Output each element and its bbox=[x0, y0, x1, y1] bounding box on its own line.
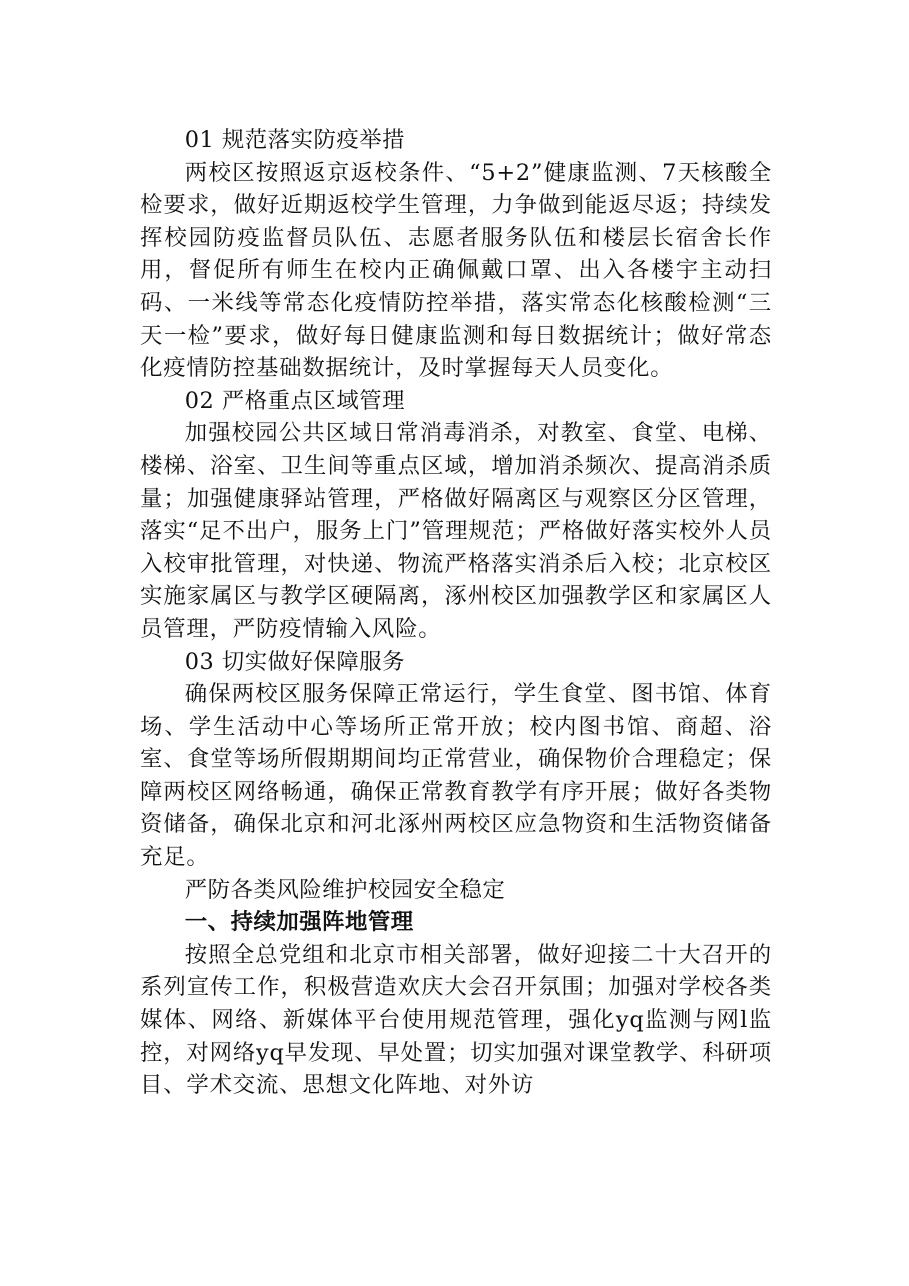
section-heading-1: 01 规范落实防疫举措 bbox=[184, 127, 406, 153]
bold-section-heading: 一、持续加强阵地管理 bbox=[184, 909, 414, 936]
paragraph-3: 确保两校区服务保障正常运行，学生食堂、图书馆、体育场、学生活动中心等场所正常开放；校内图书馆、商超、浴室、食堂等场所假期期间均正常营业，确保物价合理稳定；保障两校区网络畅通，确保正常教育教学有序开展；做好各类物资储备，确保北京和河北涿州两校区应急物资和生活物资储备充足。 bbox=[140, 681, 772, 871]
paragraph-4: 按照全总党组和北京市相关部署，做好迎接二十大召开的系列宣传工作，积极营造欢庆大会召开氛围；加强对学校各类媒体、网络、新媒体平台使用规范管理，强化yq监测与网l监控，对网络yq早发现、早处置；切实加强对课堂教学、科研项目、学术交流、思想文化阵地、对外访 bbox=[140, 941, 772, 1099]
document-page bbox=[140, 124, 772, 1102]
section-heading-4: 严防各类风险维护校园安全稳定 bbox=[184, 876, 506, 903]
paragraph-2: 加强校园公共区域日常消毒消杀，对教室、食堂、电梯、楼梯、浴室、卫生间等重点区域，增加消杀频次、提高消杀质量；加强健康驿站管理，严格做好隔离区与观察区分区管理，落实“足不出户，服务上门”管理规范；严格做好落实校外人员入校审批管理，对快递、物流严格落实消杀后入校；北京校区实施家属区与教学区硬隔离，涿州校区加强教学区和家属区人员管理，严防疫情输入风险。 bbox=[140, 420, 772, 642]
section-heading-2: 02 严格重点区域管理 bbox=[184, 387, 406, 414]
paragraph-1: 两校区按照返京返校条件、“5+2”健康监测、7天核酸全检要求，做好近期返校学生管理，力争做到能返尽返；持续发挥校园防疫监督员队伍、志愿者服务队伍和楼层长宿舍长作用，督促所有师生在校内正确佩戴口罩、出入各楼宇主动扫码、一米线等常态化疫情防控举措，落实常态化核酸检测“三天一检”要求，做好每日健康监测和每日数据统计；做好常态化疫情防控基础数据统计，及时掌握每天人员变化。 bbox=[140, 159, 772, 382]
section-heading-3: 03 切实做好保障服务 bbox=[184, 648, 406, 675]
